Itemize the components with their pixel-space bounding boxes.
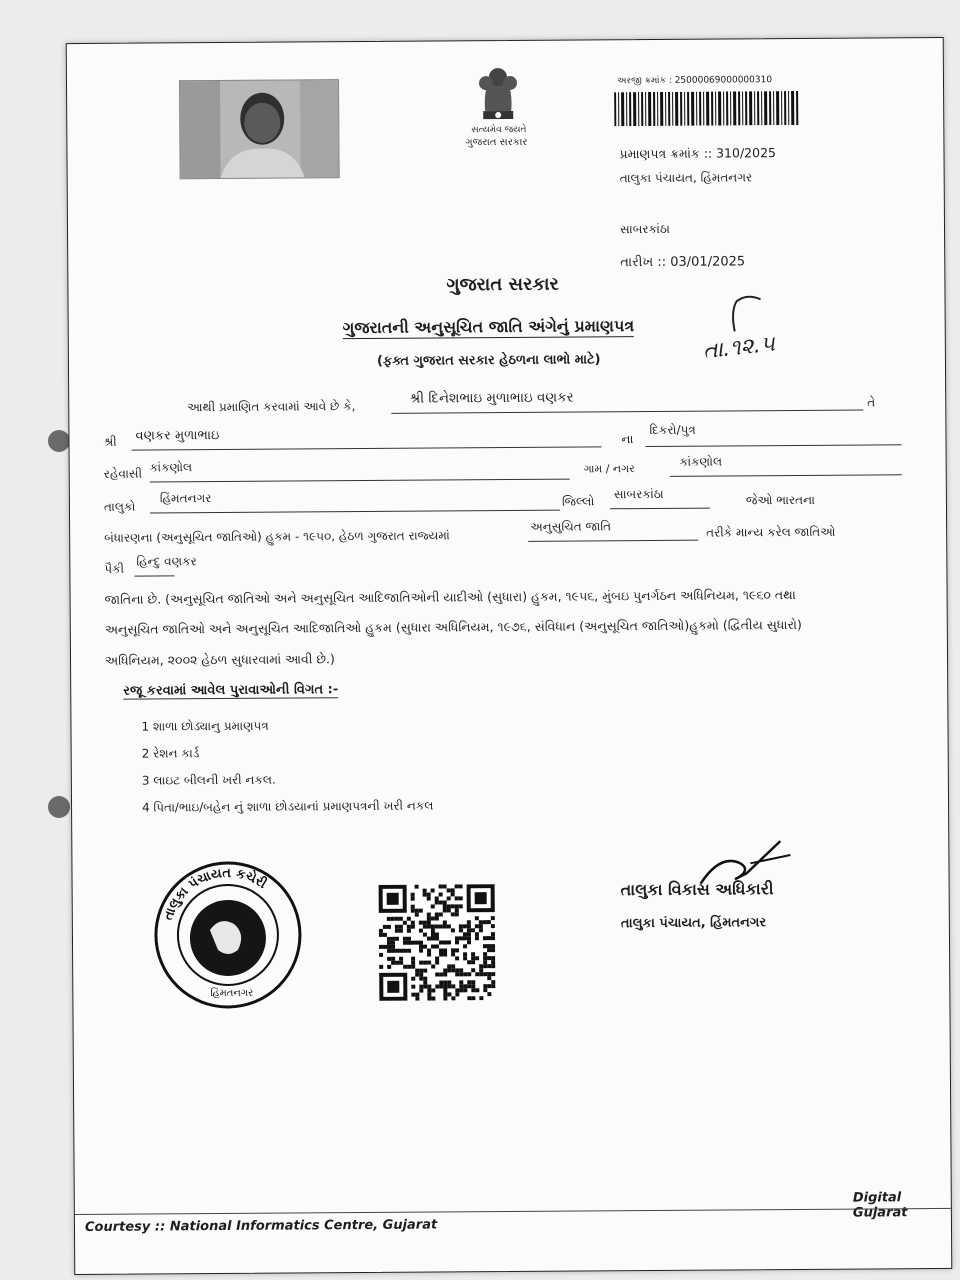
seal-text: તાલુકા પંચાયત કચેરી	[161, 865, 269, 923]
applicant-name: શ્રી દિનેશભાઇ મુળાભાઇ વણકર	[409, 389, 574, 407]
issue-date: તારીખ :: 03/01/2025	[620, 254, 746, 271]
father-name-field	[131, 424, 601, 450]
evidence-item-4: 4 પિતા/ભાઇ/બહેન નું શાળા છોડયાનાં પ્રમાણપત્રની ખરી નકલ	[142, 798, 434, 815]
district-field	[610, 486, 710, 510]
emblem-motto: સત્યમેવ જયતે	[471, 124, 527, 136]
taluka-value: હિંમતનગર	[159, 491, 212, 506]
shri-label: શ્રી	[103, 434, 117, 449]
digital-gujarat-brand: Digital Gujarat	[852, 1190, 908, 1221]
relation-field	[645, 420, 901, 447]
father-name: વણકર મુળાભાઇ	[135, 428, 220, 444]
certificate-title: ગુજરાતની અનુસૂચિત જાતિ અંગેનું પ્રમાણપત્ર	[342, 316, 635, 338]
caste-field	[134, 553, 197, 576]
constitution-suffix: તરીકે માન્ય કરેલ જાતિઓ	[706, 524, 836, 540]
village-value: કાંકણોલ	[679, 454, 723, 469]
resident-field	[150, 457, 570, 483]
certify-prefix: આથી પ્રમાણિત કરવામાં આવે છે કે,	[187, 399, 356, 415]
signatory-designation: તાલુકા વિકાસ અધિકારી	[620, 879, 774, 900]
emblem-gov-text: ગુજરાત સરકાર	[465, 136, 528, 149]
seal-bottom-text: હિંમતનગર	[210, 987, 254, 1000]
evidence-heading: રજૂ કરવામાં આવેલ પુરાવાઓની વિગત :-	[123, 682, 339, 699]
handwritten-note	[698, 291, 809, 372]
signatory-office: તાલુકા પંચાયત, હિંમતનગર	[620, 915, 767, 932]
paragraph-line-2: અનુસૂચિત જાતિઓ અને અનુસૂચિત આદિજાતિઓ હુકમ (સુધારા અધિનિયમ, ૧૯૭૬, સંવિધાન (અનુસૂચિત જાતિઓ)હુકમો (દ્વિતીય સુધારો)	[104, 616, 802, 637]
barcode-label: અરજી ક્રમાંક : 25000069000000310	[616, 75, 773, 87]
footer-rule	[75, 1208, 951, 1215]
caste-value: હિન્દુ વણકર	[136, 554, 197, 569]
certificate-page	[66, 37, 953, 1275]
paragraph-line-3: અધિનિયમ, ૨૦૦૨ હેઠળ સુધારવામાં આવી છે.)	[104, 651, 335, 668]
barcode	[614, 91, 799, 126]
applicant-photo	[179, 79, 340, 179]
taluka-field	[150, 488, 560, 514]
handwritten-date: તા.૧૨.૫	[701, 331, 777, 365]
category-field	[528, 518, 698, 542]
certificate-subtitle: (ફક્ત ગુજરાત સરકાર હેઠળના લાભો માટે)	[376, 352, 601, 369]
evidence-item-1: 1 શાળા છોડ્યાનુ પ્રમાણપત્ર	[141, 718, 269, 734]
village-label: ગામ / નગર	[583, 462, 635, 476]
district-label: જિલ્લો	[561, 494, 595, 509]
certify-suffix: તે	[867, 395, 876, 410]
district-value: સાબરકાંઠા	[613, 486, 664, 502]
resident-label: રહેવાસી	[103, 466, 143, 481]
taluka-label: તાલુકો	[103, 499, 136, 514]
issuing-district: સાબરકાંઠા	[619, 221, 670, 237]
qr-code[interactable]	[378, 884, 497, 1001]
paragraph-line-1: જાતિના છે. (અનુસૂચિત જાતિઓ અને અનુસૂચિત આદિજાતિઓની યાદીઓ (સુધારા) હુકમ, ૧૯૫૬, મુંબઇ પુનર્ગઠન અધિનિયમ, ૧૯૬૦ તથા	[104, 586, 796, 607]
official-seal	[147, 859, 308, 1010]
relation: દિકરો/પુત્ર	[649, 422, 696, 438]
india-text: જેઓ ભારતના	[745, 492, 815, 508]
constitution-text: બંધારણના (અનુસૂચિત જાતિઓ) હુકમ - ૧૯૫૦, હેઠળ ગુજરાત રાજ્યમાં	[104, 528, 450, 545]
applicant-name-field	[391, 388, 863, 414]
certificate-number: પ્રમાણપત્ર ક્રમાંક :: 310/2025	[619, 145, 777, 162]
ashoka-emblem-icon	[453, 59, 544, 155]
village-field	[670, 452, 902, 477]
category-value: અનુસુચિત જાતિ	[530, 519, 612, 534]
punch-hole-top	[48, 430, 70, 452]
relation-prefix: ના	[621, 432, 634, 447]
evidence-item-2: 2 રેશન કાર્ડ	[141, 746, 200, 761]
punch-hole-bottom	[48, 796, 70, 818]
issuing-office: તાલુકા પંચાયત, હિંમતનગર	[619, 170, 753, 186]
evidence-item-3: 3 લાઇટ બીલની ખરી નકલ.	[141, 772, 276, 788]
gov-title: ગુજરાત સરકાર	[446, 273, 559, 296]
resident-value: કાંકણોલ	[149, 460, 193, 475]
caste-prefix: પૈકી	[104, 561, 125, 576]
courtesy-text: Courtesy :: National Informatics Centre, Gujarat	[84, 1217, 438, 1235]
